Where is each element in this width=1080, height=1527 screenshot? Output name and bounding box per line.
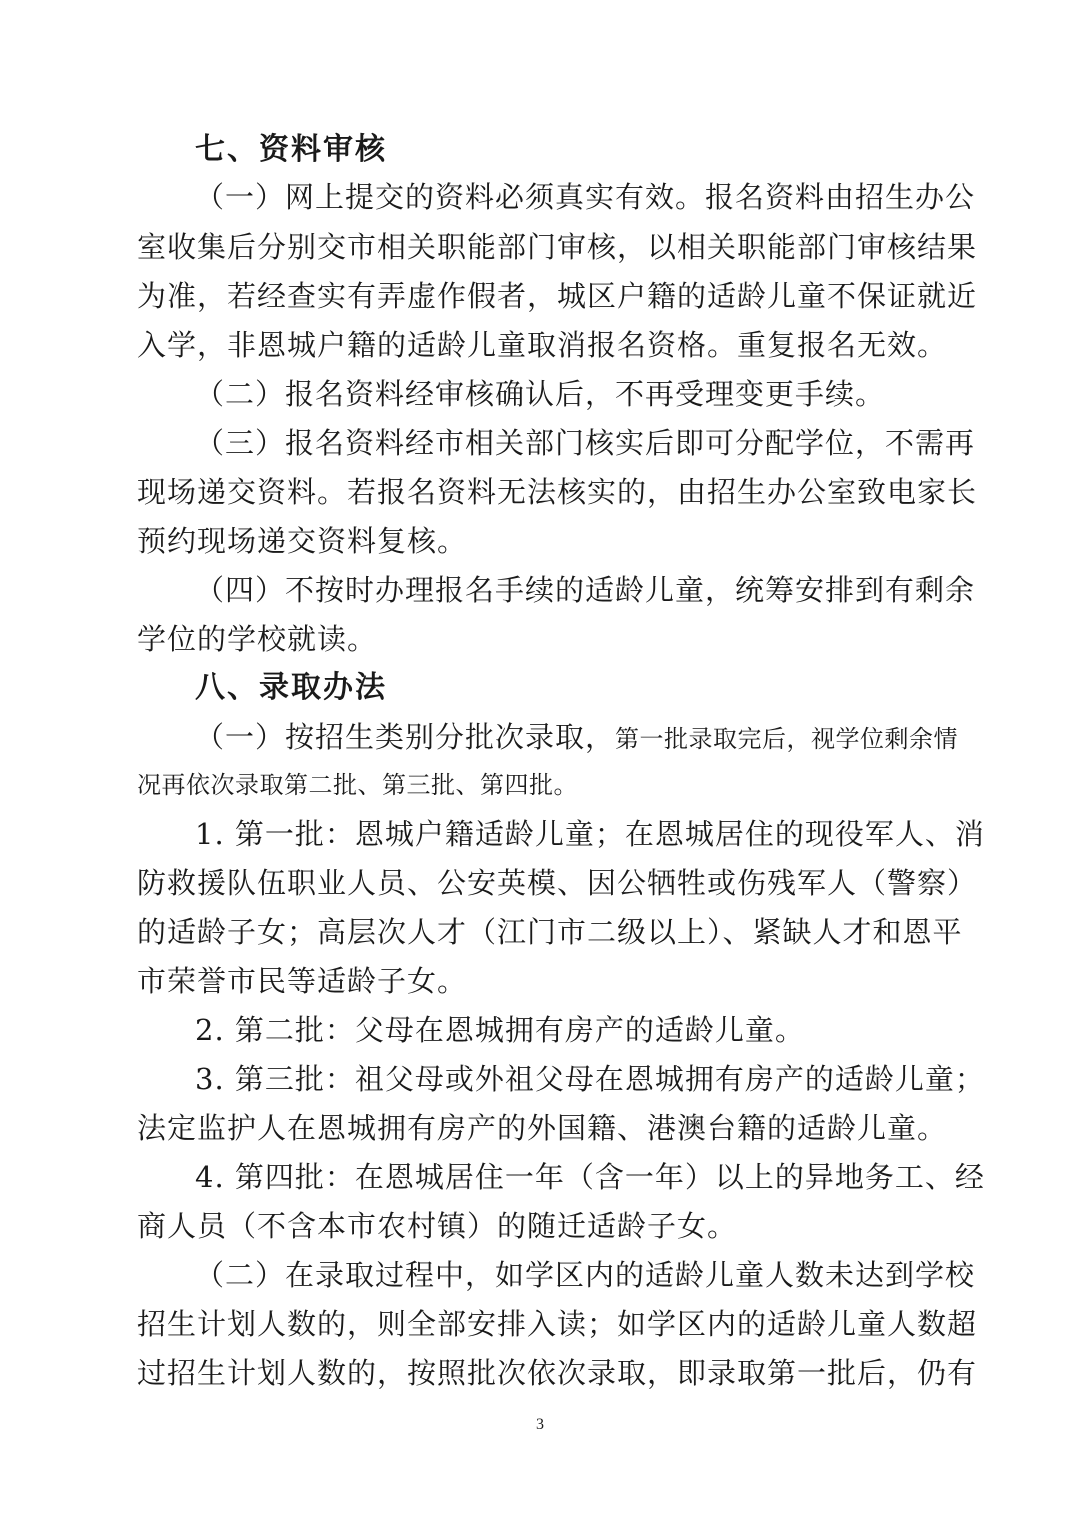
section-7-p3-line-1: （三）报名资料经市相关部门核实后即可分配学位，不需再 bbox=[195, 426, 976, 460]
batch-3-line-1: 3. 第三批：祖父母或外祖父母在恩城拥有房产的适龄儿童； bbox=[195, 1062, 985, 1096]
section-8-p2-line-2: 招生计划人数的，则全部安排入读；如学区内的适龄儿童人数超 bbox=[137, 1307, 978, 1341]
batch-1-line-1: 1. 第一批：恩城户籍适龄儿童；在恩城居住的现役军人、消 bbox=[195, 817, 985, 851]
section-7-p4-line-2: 学位的学校就读。 bbox=[137, 622, 378, 656]
batch-4-line-1: 4. 第四批：在恩城居住一年（含一年）以上的异地务工、经 bbox=[195, 1160, 985, 1194]
section-7-p1-line-3: 为准，若经查实有弄虚作假者，城区户籍的适龄儿童不保证就近 bbox=[137, 279, 978, 313]
section-8-p1-lead: （一）按招生类别分批次录取， bbox=[195, 720, 616, 754]
section-7-heading: 七、资料审核 bbox=[195, 132, 387, 167]
batch-3-line-2: 法定监护人在恩城拥有房产的外国籍、港澳台籍的适龄儿童。 bbox=[137, 1111, 948, 1145]
page-number: 3 bbox=[536, 1416, 544, 1433]
section-7-p1-line-1: （一）网上提交的资料必须真实有效。报名资料由招生办公 bbox=[195, 180, 976, 214]
section-8-p2-line-3: 过招生计划人数的，按照批次依次录取，即录取第一批后，仍有 bbox=[137, 1356, 978, 1390]
section-7-p1-line-4: 入学，非恩城户籍的适龄儿童取消报名资格。重复报名无效。 bbox=[137, 328, 948, 362]
section-8-heading: 八、录取办法 bbox=[195, 670, 387, 705]
section-7-p1-line-2: 室收集后分别交市相关职能部门审核，以相关职能部门审核结果 bbox=[137, 230, 978, 264]
section-8-p2-line-1: （二）在录取过程中，如学区内的适龄儿童人数未达到学校 bbox=[195, 1258, 976, 1292]
batch-1-line-2: 防救援队伍职业人员、公安英模、因公牺牲或伤残军人（警察） bbox=[137, 866, 978, 900]
batch-2-line-1: 2. 第二批：父母在恩城拥有房产的适龄儿童。 bbox=[195, 1013, 805, 1047]
section-8-p1-small-text: 第一批录取完后，视学位剩余情 bbox=[615, 725, 959, 753]
section-7-p4-line-1: （四）不按时办理报名手续的适龄儿童，统筹安排到有剩余 bbox=[195, 573, 976, 607]
section-7-p3-line-2: 现场递交资料。若报名资料无法核实的，由招生办公室致电家长 bbox=[137, 475, 978, 509]
batch-1-line-3: 的适龄子女；高层次人才（江门市二级以上）、紧缺人才和恩平 bbox=[137, 915, 963, 949]
section-7-p2-line-1: （二）报名资料经审核确认后，不再受理变更手续。 bbox=[195, 377, 886, 411]
batch-4-line-2: 商人员（不含本市农村镇）的随迁适龄子女。 bbox=[137, 1209, 738, 1243]
section-8-p1-line-1 bbox=[195, 717, 959, 759]
section-7-p3-line-3: 预约现场递交资料复核。 bbox=[137, 524, 468, 558]
section-8-p1-line-2: 况再依次录取第二批、第三批、第四批。 bbox=[137, 771, 578, 799]
batch-1-line-4: 市荣誉市民等适龄子女。 bbox=[137, 964, 468, 998]
